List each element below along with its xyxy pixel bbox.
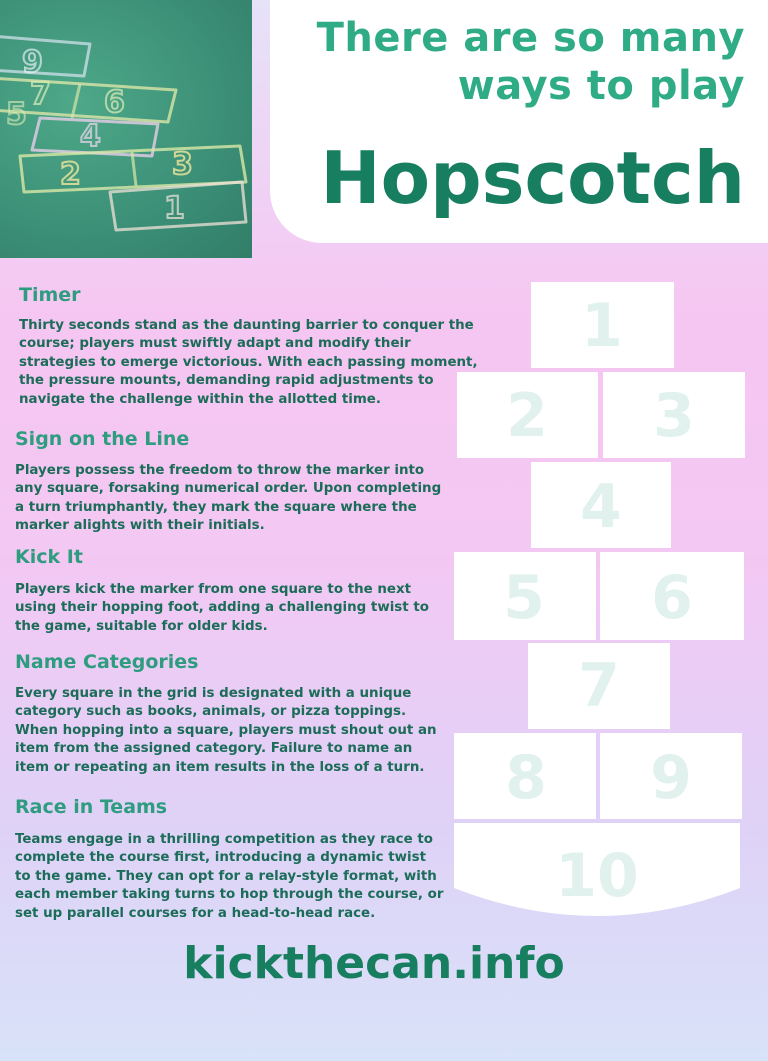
photo-number-1: 1: [164, 191, 185, 226]
section-heading-timer: Timer: [19, 284, 81, 306]
grid-number-6: 6: [651, 563, 693, 633]
section-body-race-in-teams: Teams engage in a thrilling competition as they race to complete the course first, introducing a dynamic twist to the game. They can opt for a relay-style format, with each member taking turns to hop through the course, or set up parallel courses for a head-to-head race.: [15, 832, 444, 921]
photo-number-9: 9: [22, 45, 43, 80]
photo-number-5: 5: [6, 97, 27, 132]
section-body-sign-on-the-line: Players possess the freedom to throw the marker into any square, forsaking numerical order. Upon completing a turn triumphantly, they mark the square where the marker alights with their initials.: [15, 463, 442, 534]
photo-number-4: 4: [80, 119, 101, 154]
section-heading-race-in-teams: Race in Teams: [15, 796, 168, 818]
grid-number-5: 5: [503, 563, 545, 633]
photo-number-6: 6: [104, 85, 125, 120]
section-heading-kick-it: Kick It: [15, 546, 83, 568]
grid-number-2: 2: [506, 381, 548, 451]
photo-number-2: 2: [60, 157, 81, 192]
section-heading-name-categories: Name Categories: [15, 651, 199, 673]
section-body-kick-it: Players kick the marker from one square to the next using their hopping foot, adding a challenging twist to the game, suitable for older kids.: [15, 582, 429, 634]
photo-number-3: 3: [172, 147, 193, 182]
photo-number-7: 7: [30, 77, 51, 112]
grid-number-3: 3: [653, 381, 695, 451]
grid-number-1: 1: [581, 291, 623, 361]
grid-number-9: 9: [650, 743, 692, 813]
section-body-name-categories: Every square in the grid is designated with a unique category such as books, animals, or pizza toppings. When hopping into a square, players must shout out an item from the assigned category. Failure to name an item or repeating an item results in the loss of a turn.: [15, 686, 437, 775]
section-heading-sign-on-the-line: Sign on the Line: [15, 428, 190, 450]
page-title: Hopscotch: [320, 136, 745, 220]
grid-number-7: 7: [578, 651, 620, 721]
footer-site-link[interactable]: kickthecan.info: [183, 938, 565, 989]
grid-number-10: 10: [555, 841, 639, 911]
grid-number-4: 4: [580, 472, 622, 542]
section-body-timer: Thirty seconds stand as the daunting barrier to conquer the course; players must swiftly adapt and modify their strategies to emerge victorious. With each passing moment, the pressure mounts, demanding rapid adjustments to navigate the challenge within the allotted time.: [19, 318, 478, 407]
page-subtitle: There are so many ways to play: [316, 15, 745, 109]
grid-number-8: 8: [505, 743, 547, 813]
